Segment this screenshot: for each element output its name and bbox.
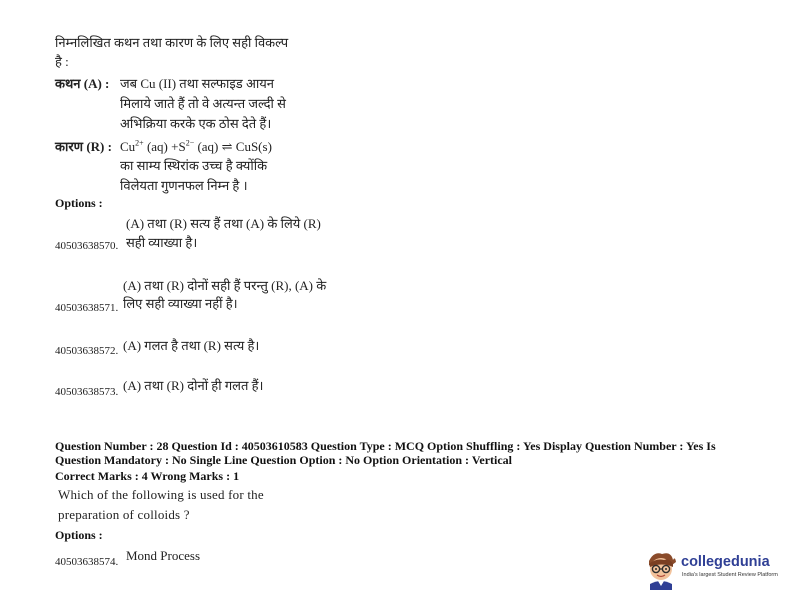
- option-text-line2: लिए सही व्याख्या नहीं है।: [123, 296, 238, 311]
- option-text-line1: (A) तथा (R) दोनों ही गलत हैं।: [123, 378, 264, 393]
- question-meta-line2: Question Mandatory : No Single Line Question Option : No Option Orientation : Vertical: [55, 453, 513, 467]
- assertion-label: कथन (A) :: [55, 76, 110, 91]
- reason-eq-sup-a: 2+: [135, 138, 144, 148]
- reason-label: कारण (R) :: [55, 139, 112, 154]
- student-mascot-icon: [640, 548, 680, 590]
- option-id: 40503638572.: [55, 345, 119, 357]
- question-intro-line1: निम्नलिखित कथन तथा कारण के लिए सही विकल्प: [55, 35, 289, 50]
- option-id: 40503638570.: [55, 240, 119, 252]
- options-label: Options :: [55, 528, 103, 542]
- options-label: Options :: [55, 196, 103, 210]
- option-id: 40503638573.: [55, 386, 119, 398]
- reason-eq-part-c: (aq) ⇌ CuS(s): [194, 139, 272, 154]
- option-text-line1: (A) तथा (R) सत्य हैं तथा (A) के लिये (R): [126, 216, 321, 231]
- reason-eq-sup-b: 2−: [185, 138, 195, 148]
- reason-text-line2: का साम्य स्थिरांक उच्च है क्योंकि: [120, 158, 268, 173]
- reason-equation: [120, 137, 272, 156]
- option-text-line1: Mond Process: [126, 548, 201, 563]
- option-text-line1: (A) गलत है तथा (R) सत्य है।: [123, 338, 260, 353]
- question-meta-line1: Question Number : 28 Question Id : 40503610583 Question Type : MCQ Option Shuffling : Yes Display Question Number : Yes Is: [55, 439, 716, 453]
- question-text-line1: Which of the following is used for the: [58, 487, 264, 502]
- option-id: 40503638574.: [55, 556, 119, 568]
- collegedunia-watermark: [640, 548, 786, 590]
- watermark-brand-name: collegedunia: [681, 554, 770, 570]
- assertion-text-line2: मिलाये जाते हैं तो वे अत्यन्त जल्दी से: [120, 96, 286, 111]
- reason-eq-part-a: Cu: [120, 139, 136, 154]
- watermark-tagline: India's largest Student Review Platform: [682, 572, 778, 578]
- question-text-line2: preparation of colloids ?: [58, 507, 190, 522]
- reason-text-line3: विलेयता गुणनफल निम्न है ।: [120, 178, 248, 193]
- marks-line: Correct Marks : 4 Wrong Marks : 1: [55, 469, 240, 483]
- option-id: 40503638571.: [55, 302, 119, 314]
- assertion-text-line3: अभिक्रिया करके एक ठोस देते हैं।: [120, 116, 272, 131]
- option-text-line2: सही व्याख्या है।: [126, 235, 198, 250]
- reason-eq-part-b: (aq) +S: [143, 139, 186, 154]
- question-intro-line2: है :: [55, 54, 69, 69]
- assertion-text-line1: जब Cu (II) तथा सल्फाइड आयन: [120, 76, 275, 91]
- option-text-line1: (A) तथा (R) दोनों सही हैं परन्तु (R), (A) के: [123, 278, 327, 293]
